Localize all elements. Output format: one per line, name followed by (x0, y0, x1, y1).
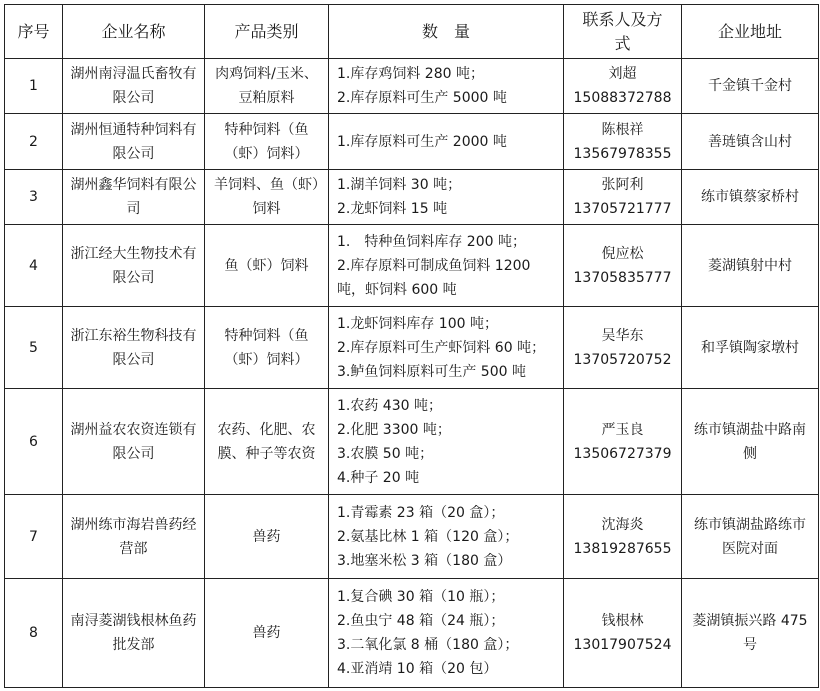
cell-company-name: 浙江东裕生物科技有限公司 (63, 307, 205, 389)
contact-phone: 13567978355 (573, 145, 672, 162)
cell-product-category: 鱼（虾）饲料 (205, 225, 329, 307)
quantity-line: 2.化肥 3300 吨； (337, 421, 451, 438)
quantity-line: 1.青霉素 23 箱（20 盒）； (337, 504, 505, 521)
cell-quantity (329, 170, 564, 225)
quantity-line: 1.农药 430 吨； (337, 397, 442, 414)
quantity-line: 3.地塞米松 3 箱（180 盒） (337, 552, 512, 569)
quantity-line: 3.鲈鱼饲料原料可生产 500 吨 (337, 363, 526, 380)
cell-address: 善琏镇含山村 (682, 114, 819, 170)
cell-product-category: 肉鸡饲料/玉米、豆粕原料 (205, 59, 329, 114)
contact-phone: 13705835777 (573, 269, 672, 286)
cell-contact (564, 170, 682, 225)
enterprise-supply-table (4, 4, 819, 688)
quantity-line: 1.库存原料可生产 2000 吨 (337, 133, 507, 150)
cell-address: 和孚镇陶家墩村 (682, 307, 819, 389)
cell-contact (564, 579, 682, 688)
quantity-line: 1. 特种鱼饲料库存 200 吨； (337, 233, 526, 250)
cell-product-category: 兽药 (205, 495, 329, 579)
table-row (5, 389, 819, 495)
cell-serial-number: 7 (5, 495, 63, 579)
contact-phone: 13819287655 (573, 540, 672, 557)
quantity-line: 4.亚消靖 10 箱（20 包） (337, 661, 498, 677)
header-row (5, 5, 819, 59)
header-product-category: 产品类别 (205, 5, 329, 59)
quantity-line: 2.库存原料可生产 5000 吨 (337, 90, 507, 106)
quantity-line: 2.龙虾饲料 15 吨 (337, 201, 448, 217)
table-body (5, 59, 819, 688)
table-row (5, 170, 819, 225)
cell-product-category: 羊饲料、鱼（虾）饲料 (205, 170, 329, 225)
cell-quantity (329, 59, 564, 114)
cell-contact (564, 495, 682, 579)
quantity-line: 3.农膜 50 吨； (337, 445, 434, 462)
cell-address: 练市镇蔡家桥村 (682, 170, 819, 225)
contact-phone: 13705720752 (573, 351, 672, 368)
cell-serial-number: 1 (5, 59, 63, 114)
quantity-line: 2.氨基比林 1 箱（120 盒）； (337, 528, 519, 545)
cell-quantity (329, 114, 564, 170)
cell-product-category: 兽药 (205, 579, 329, 688)
cell-product-category: 农药、化肥、农膜、种子等农资 (205, 389, 329, 495)
contact-name: 陈根祥 (601, 121, 644, 138)
cell-quantity (329, 307, 564, 389)
contact-phone: 13705721777 (573, 201, 672, 217)
quantity-line: 1.湖羊饲料 30 吨； (337, 177, 462, 193)
header-company-name: 企业名称 (63, 5, 205, 59)
table-row (5, 225, 819, 307)
cell-address: 菱湖镇射中村 (682, 225, 819, 307)
cell-address: 千金镇千金村 (682, 59, 819, 114)
contact-name: 张阿利 (601, 177, 644, 193)
table-row (5, 579, 819, 688)
contact-name: 沈海炎 (601, 516, 644, 533)
cell-company-name: 浙江经大生物技术有限公司 (63, 225, 205, 307)
cell-serial-number: 8 (5, 579, 63, 688)
cell-serial-number: 3 (5, 170, 63, 225)
quantity-line: 1.复合碘 30 箱（10 瓶）； (337, 589, 505, 605)
table-row (5, 114, 819, 170)
table-row (5, 59, 819, 114)
cell-contact (564, 225, 682, 307)
contact-name: 刘超 (608, 66, 637, 82)
quantity-line: 2.库存原料可生产虾饲料 60 吨； (337, 339, 546, 356)
contact-name: 钱根林 (601, 613, 644, 629)
cell-company-name: 湖州南浔温氏畜牧有限公司 (63, 59, 205, 114)
quantity-line: 2.鱼虫宁 48 箱（24 瓶）； (337, 613, 505, 629)
contact-phone: 13017907524 (573, 637, 672, 653)
cell-quantity (329, 495, 564, 579)
cell-quantity (329, 389, 564, 495)
contact-name: 倪应松 (601, 245, 644, 262)
quantity-line: 4.种子 20 吨 (337, 469, 420, 486)
cell-company-name: 湖州恒通特种饲料有限公司 (63, 114, 205, 170)
cell-address: 菱湖镇振兴路 475 号 (682, 579, 819, 688)
cell-company-name: 湖州益农农资连锁有限公司 (63, 389, 205, 495)
cell-company-name: 湖州鑫华饲料有限公司 (63, 170, 205, 225)
table-row (5, 495, 819, 579)
contact-phone: 13506727379 (573, 445, 672, 462)
header-serial-number: 序号 (5, 5, 63, 59)
quantity-line: 2.库存原料可制成鱼饲料 1200 吨，虾饲料 600 吨 (337, 257, 531, 298)
header-address: 企业地址 (682, 5, 819, 59)
contact-phone: 15088372788 (573, 90, 672, 106)
cell-contact (564, 389, 682, 495)
table-row (5, 307, 819, 389)
cell-product-category: 特种饲料（鱼（虾）饲料） (205, 114, 329, 170)
cell-serial-number: 2 (5, 114, 63, 170)
header-contact: 联系人及方式 (564, 5, 682, 59)
cell-contact (564, 114, 682, 170)
cell-product-category: 特种饲料（鱼（虾）饲料） (205, 307, 329, 389)
cell-company-name: 湖州练市海岩兽药经营部 (63, 495, 205, 579)
quantity-line: 1.库存鸡饲料 280 吨； (337, 66, 484, 82)
cell-contact (564, 307, 682, 389)
cell-quantity (329, 225, 564, 307)
cell-address: 练市镇湖盐路练市医院对面 (682, 495, 819, 579)
cell-contact (564, 59, 682, 114)
contact-name: 吴华东 (601, 327, 644, 344)
header-quantity: 数 量 (329, 5, 564, 59)
quantity-line: 3.二氧化氯 8 桶（180 盒）； (337, 637, 519, 653)
cell-serial-number: 6 (5, 389, 63, 495)
cell-serial-number: 5 (5, 307, 63, 389)
cell-company-name: 南浔菱湖钱根林鱼药批发部 (63, 579, 205, 688)
cell-address: 练市镇湖盐中路南侧 (682, 389, 819, 495)
contact-name: 严玉良 (601, 421, 644, 438)
cell-quantity (329, 579, 564, 688)
cell-serial-number: 4 (5, 225, 63, 307)
quantity-line: 1.龙虾饲料库存 100 吨； (337, 315, 498, 332)
